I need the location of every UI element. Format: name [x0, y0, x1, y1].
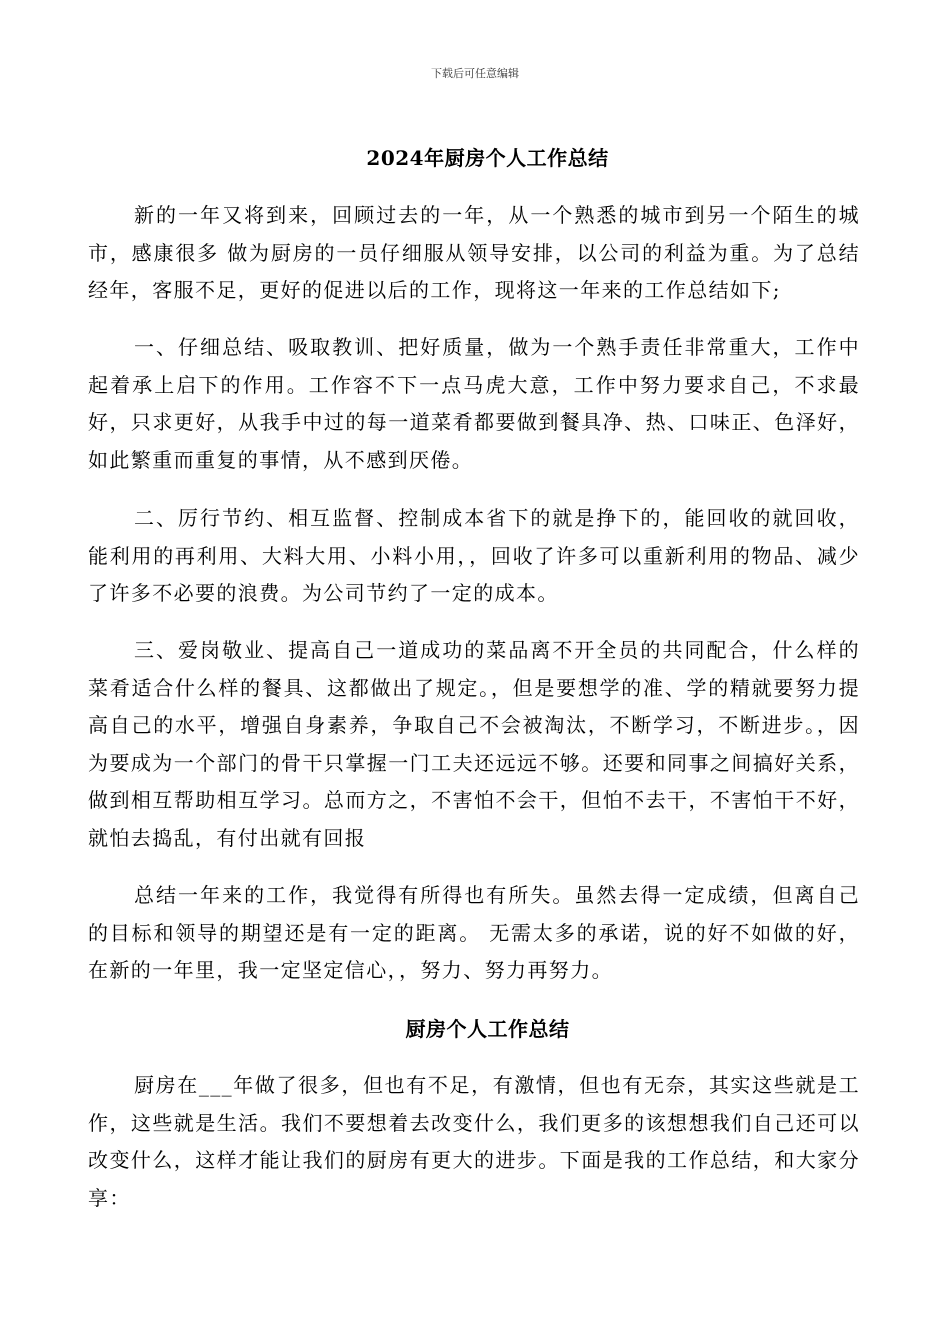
- second-intro-rest: 年做了很多，但也有不足，有激情，但也有无奈，其实这些就是工作，这些就是生活。我们不要想着去改变什么，我们更多的该想想我们自己还可以改变什么，这样才能让我们的厨房有更大的进步。下面是我的工作总结，和大家分享：: [88, 1073, 860, 1210]
- second-title: 厨房个人工作总结: [405, 1017, 570, 1041]
- section-three-paragraph: 三、爱岗敬业、提高自己一道成功的菜品离不开全员的共同配合，什么样的菜肴适合什么样的餐具、这都做出了规定。，但是要想学的准、学的精就要努力提高自己的水平，增强自身素养，争取自己不会被淘汰，不断学习，不断进步。，因为要成为一个部门的骨干只掌握一门工夫还远远不够。还要和同事之间搞好关系，做到相互帮助相互学习。总而方之，不害怕不会干，但怕不去干，不害怕干不好，就怕去捣乱，有付出就有回报: [88, 638, 860, 850]
- conclusion-paragraph: 总结一年来的工作，我觉得有所得也有所失。虽然去得一定成绩，但离自己的目标和领导的期望还是有一定的距离。 无需太多的承诺，说的好不如做的好，在新的一年里，我一定坚定信心，，努力、努力再努力。: [88, 883, 860, 982]
- intro-paragraph: 新的一年又将到来，回顾过去的一年，从一个熟悉的城市到另一个陌生的城市，感康很多 做为厨房的一员仔细服从领导安排，以公司的利益为重。为了总结经年，客服不足，更好的促进以后的工作，现将这一年来的工作总结如下;: [88, 203, 860, 302]
- document-title: 2024年厨房个人工作总结: [366, 146, 609, 170]
- fill-in-blank: ___: [198, 1073, 234, 1097]
- header-note: 下载后可任意编辑: [431, 67, 519, 80]
- section-one-paragraph: 一、仔细总结、吸取教训、把好质量，做为一个熟手责任非常重大，工作中起着承上启下的作用。工作容不下一点马虎大意，工作中努力要求自己，不求最好，只求更好，从我手中过的每一道菜肴都要做到餐具净、热、口味正、色泽好，如此繁重而重复的事情，从不感到厌倦。: [88, 335, 860, 472]
- second-intro-lead: 厨房在: [134, 1073, 199, 1097]
- second-intro-paragraph: [88, 1067, 860, 1217]
- section-two-paragraph: 二、厉行节约、相互监督、控制成本省下的就是挣下的，能回收的就回收，能利用的再利用、大料大用、小料小用，，回收了许多可以重新利用的物品、减少了许多不必要的浪费。为公司节约了一定的成本。: [88, 506, 860, 605]
